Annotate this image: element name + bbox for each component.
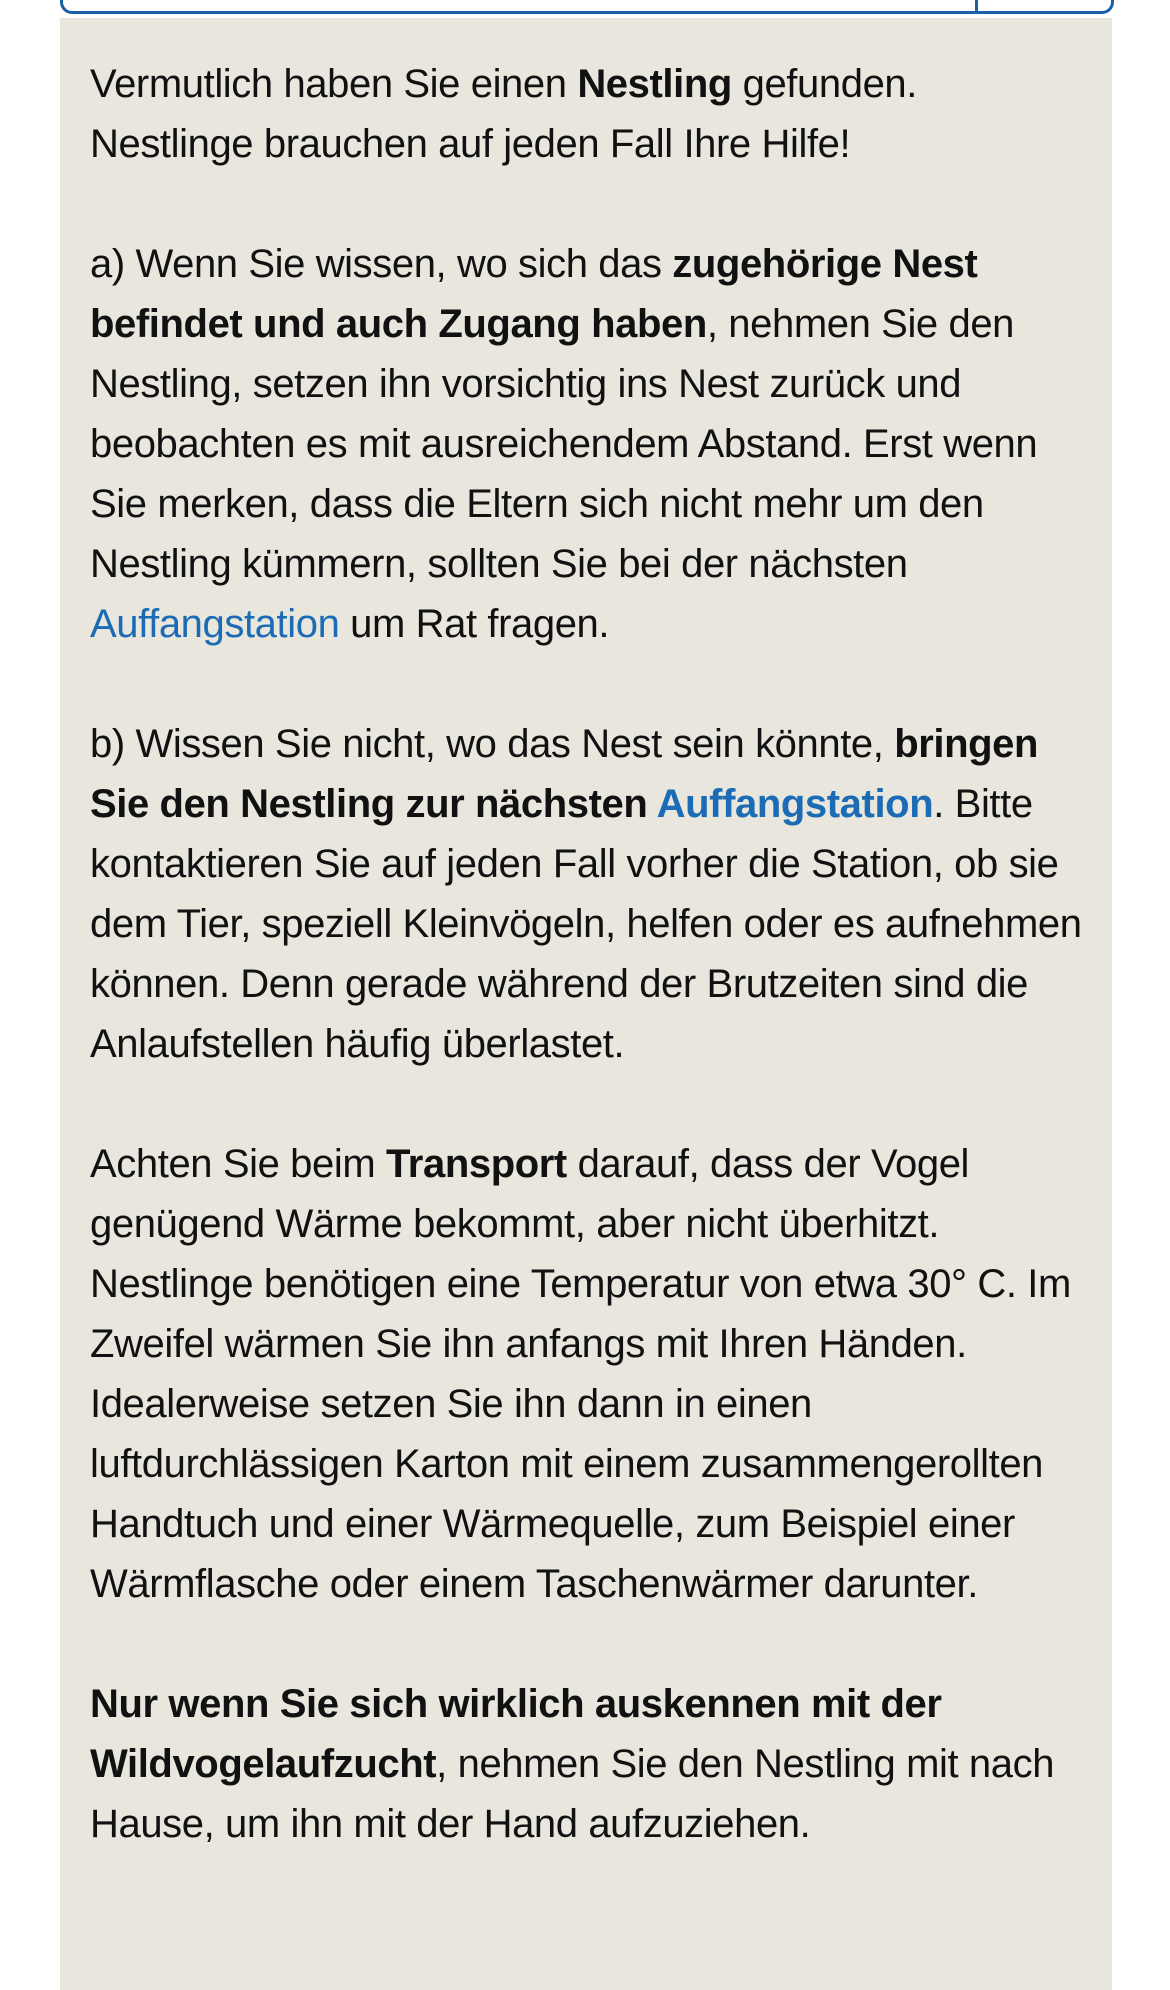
option-b-paragraph	[90, 714, 1082, 1074]
option-b-text-1: b) Wissen Sie nicht, wo das Nest sein könnte,	[90, 722, 895, 766]
intro-bold-nestling: Nestling	[577, 62, 732, 106]
intro-paragraph	[90, 54, 1082, 174]
transport-paragraph	[90, 1134, 1082, 1614]
expert-text-1: , nehmen Sie den Nestling mit nach Hause, um ihn mit der Hand aufzuziehen.	[90, 1742, 1055, 1846]
transport-bold: Transport	[385, 1142, 567, 1186]
auffangstation-link-b[interactable]: Auffangstation	[656, 782, 934, 826]
option-a-paragraph	[90, 234, 1082, 654]
option-a-text-3: um Rat fragen.	[339, 602, 610, 646]
top-box-divider	[975, 0, 978, 11]
expert-bold: Nur wenn Sie sich wirklich auskennen mit der Wildvogelaufzucht	[90, 1682, 942, 1786]
intro-text-2: gefunden. Nestlinge brauchen auf jeden Fall Ihre Hilfe!	[90, 62, 917, 166]
intro-text-1: Vermutlich haben Sie einen	[90, 62, 578, 106]
transport-text-2: darauf, dass der Vogel genügend Wärme bekommt, aber nicht überhitzt. Nestlinge benötigen eine Temperatur von etwa 30° C. Im Zweifel wärmen Sie ihn anfangs mit Ihren Händen. Idealerweise setzen Sie ihn dann in einen luftdurchlässigen Karton mit einem zusammengerollten Handtuch und einer Wärmequelle, zum Beispiel einer Wärmflasche oder einem Taschenwärmer darunter.	[90, 1142, 1071, 1606]
option-b-bold-text: bringen Sie den Nestling zur nächsten	[90, 722, 1039, 826]
option-a-text-1: a) Wenn Sie wissen, wo sich das	[90, 242, 673, 286]
transport-text-1: Achten Sie beim	[90, 1142, 386, 1186]
top-input-box[interactable]	[60, 0, 1114, 14]
option-a-bold: zugehörige Nest befindet und auch Zugang haben	[90, 242, 978, 346]
expert-paragraph	[90, 1674, 1082, 1854]
nestling-info-panel	[60, 18, 1112, 1990]
auffangstation-link-a[interactable]: Auffangstation	[90, 602, 340, 646]
option-b-text-2: . Bitte kontaktieren Sie auf jeden Fall vorher die Station, ob sie dem Tier, speziell Kleinvögeln, helfen oder es aufnehmen können. Denn gerade während der Brutzeiten sind die Anlaufstellen häufig überlastet.	[90, 782, 1082, 1066]
option-a-text-2: , nehmen Sie den Nestling, setzen ihn vorsichtig ins Nest zurück und beobachten es mit ausreichendem Abstand. Erst wenn Sie merken, dass die Eltern sich nicht mehr um den Nestling kümmern, sollten Sie bei der nächsten	[90, 302, 1038, 586]
